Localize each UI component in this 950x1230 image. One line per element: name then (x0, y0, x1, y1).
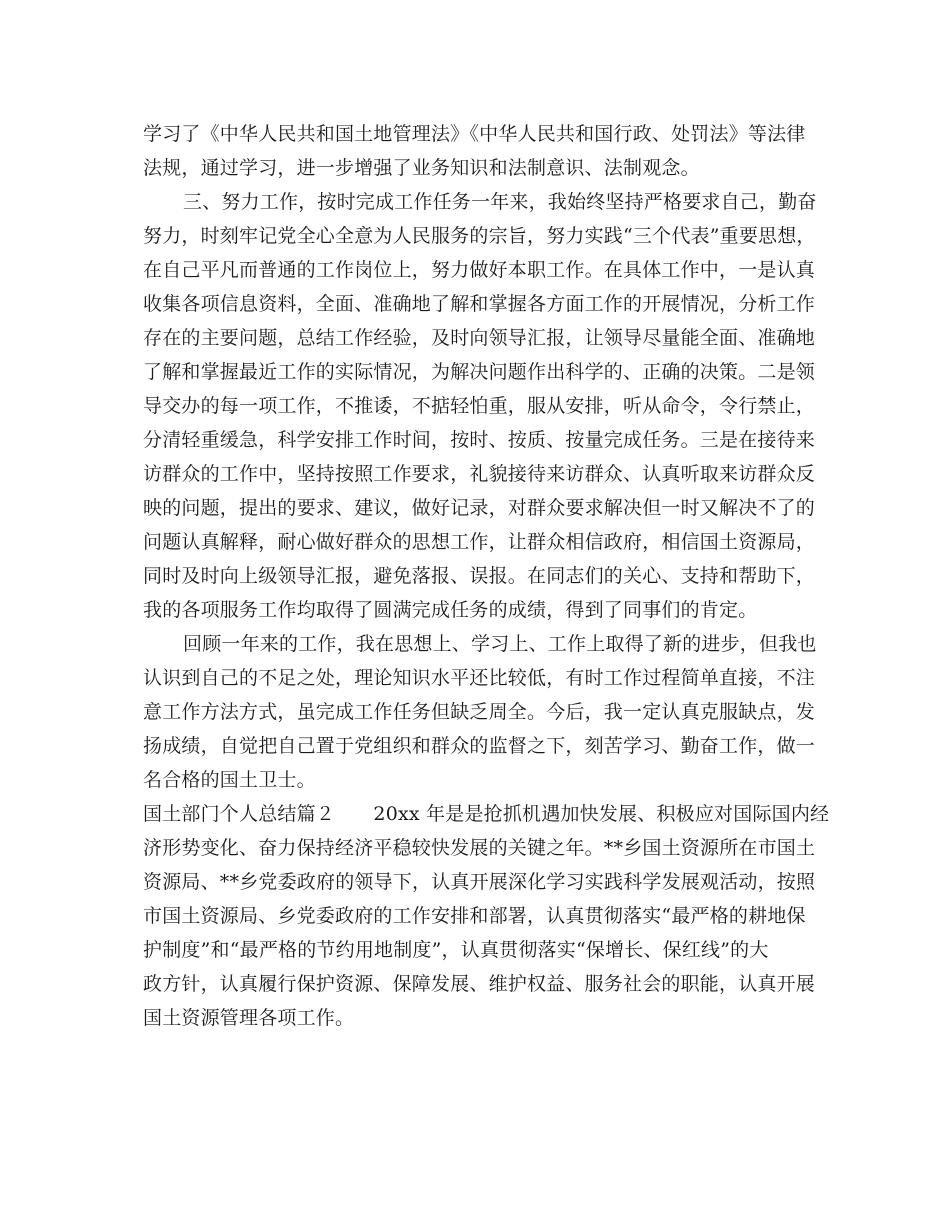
text-line: 了解和掌握最近工作的实际情况，为解决问题作出科学的、正确的决策。二是领 (143, 361, 816, 383)
text-line: 导交办的每一项工作，不推诿，不掂轻怕重，服从安排，听从命令，令行禁止， (143, 395, 816, 417)
text-line: 同时及时向上级领导汇报，避免落报、误报。在同志们的关心、支持和帮助下， (143, 565, 816, 587)
text-line: 存在的主要问题，总结工作经验，及时向领导汇报，让领导尽量能全面、准确地 (143, 327, 816, 349)
text-line: 资源局、**乡党委政府的领导下，认真开展深化学习实践科学发展观活动，按照 (143, 871, 816, 893)
text-line: 名合格的国土卫士。 (143, 769, 316, 791)
text-line: 认识到自己的不足之处，理论知识水平还比较低，有时工作过程简单直接，不注 (143, 667, 816, 689)
text-line: 市国土资源局、乡党委政府的工作安排和部署，认真贯彻落实“最严格的耕地保 (143, 905, 806, 927)
text-line: 映的问题，提出的要求、建议，做好记录，对群众要求解决但一时又解决不了的 (143, 497, 816, 519)
paragraph-start-line: 三、努力工作，按时完成工作任务一年来，我始终坚持严格要求自己，勤奋 (183, 191, 817, 213)
text-line: 意工作方法方式，虽完成工作任务但缺乏周全。今后，我一定认真克服缺点，发 (143, 701, 816, 723)
text-line: 问题认真解释，耐心做好群众的思想工作，让群众相信政府，相信国土资源局， (143, 531, 816, 553)
text-line: 护制度”和“最严格的节约用地制度”，认真贯彻落实“保增长、保红线”的大 (143, 939, 769, 961)
text-line: 访群众的工作中，坚持按照工作要求，礼貌接待来访群众、认真听取来访群众反 (143, 463, 816, 485)
text-line: 我的各项服务工作均取得了圆满完成任务的成绩，得到了同事们的肯定。 (143, 599, 758, 621)
text-line: 分清轻重缓急，科学安排工作时间，按时、按质、按量完成任务。三是在接待来 (143, 429, 816, 451)
document-body (143, 117, 830, 1035)
section-heading-line: 国土部门个人总结篇２ 20xx 年是是抢抓机遇加快发展、积极应对国际国内经 (143, 803, 830, 825)
text-line: 学习了《中华人民共和国土地管理法》《中华人民共和国行政、处罚法》等法律 (143, 123, 806, 145)
text-line: 济形势变化、奋力保持经济平稳较快发展的关键之年。**乡国土资源所在市国土 (143, 837, 816, 859)
text-line: 法规，通过学习，进一步增强了业务知识和法制意识、法制观念。 (143, 157, 700, 179)
paragraph-start-line: 回顾一年来的工作，我在思想上、学习上、工作上取得了新的进步，但我也 (183, 633, 817, 655)
text-line: 收集各项信息资料，全面、准确地了解和掌握各方面工作的开展情况，分析工作 (143, 293, 816, 315)
text-line: 努力，时刻牢记党全心全意为人民服务的宗旨，努力实践“三个代表”重要思想， (143, 225, 816, 247)
text-line: 政方针，认真履行保护资源、保障发展、维护权益、服务社会的职能，认真开展 (143, 973, 816, 995)
text-line: 在自己平凡而普通的工作岗位上，努力做好本职工作。在具体工作中，一是认真 (143, 259, 816, 281)
text-line: 国土资源管理各项工作。 (143, 1007, 355, 1029)
text-line: 扬成绩，自觉把自己置于党组织和群众的监督之下，刻苦学习、勤奋工作，做一 (143, 735, 816, 757)
